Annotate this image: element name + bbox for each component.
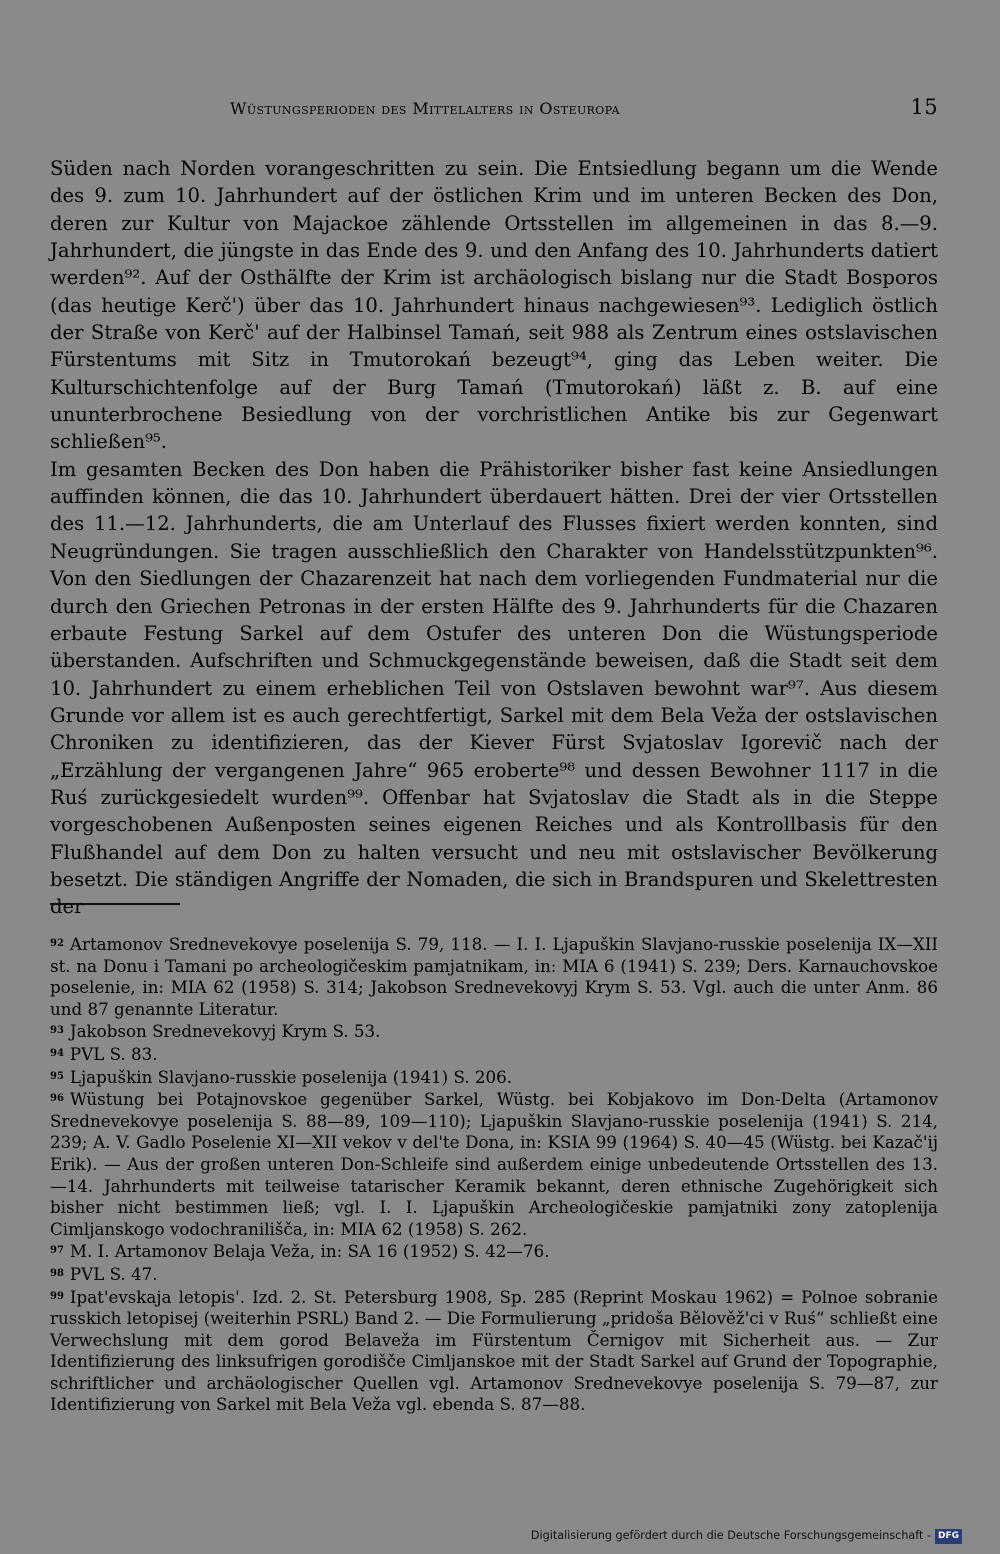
footnote-text: PVL S. 47. — [69, 1263, 158, 1284]
footnote — [50, 1286, 938, 1417]
running-title: Wüstungsperioden des Mittelalters in Osteuropa — [230, 99, 620, 118]
footnote-text: Artamonov Srednevekovye poselenija S. 79, 118. — I. I. Ljapuškin Slavjano-russkie poselenija IX—XII st. na Donu i Tamani po archeologičeskim pamjatnikam, in: MIA 6 (1941) S. 239; Ders. Karnauchovskoe poselenie, in: MIA 62 (1958) S. 314; Jakobson Srednevekovyj Krym S. 53. Vgl. auch die unter Anm. 86 und 87 genannte Literatur. — [50, 934, 938, 1019]
running-head — [220, 95, 940, 123]
footnote-number: 98 — [50, 1267, 64, 1279]
footnote-number: 95 — [50, 1070, 64, 1082]
footnote — [50, 1020, 938, 1043]
footnote — [50, 1240, 938, 1263]
paragraph: Im gesamten Becken des Don haben die Prähistoriker bisher fast keine Ansiedlungen auffinden können, die das 10. Jahrhundert überdauert hätten. Drei der vier Ortsstellen des 11.—12. Jahrhunderts, die am Unterlauf des Flusses fixiert werden konnten, sind Neugründungen. Sie tragen ausschließlich den Charakter von Handelsstützpunkten⁹⁶. Von den Siedlungen der Chazarenzeit hat nach dem vorliegenden Fundmaterial nur die durch den Griechen Petronas in der ersten Hälfte des 9. Jahrhunderts für die Chazaren erbaute Festung Sarkel auf dem Ostufer des unteren Don die Wüstungsperiode überstanden. Aufschriften und Schmuckgegenstände beweisen, daß die Stadt seit dem 10. Jahrhundert zu einem erheblichen Teil von Ostslaven bewohnt war⁹⁷. Aus diesem Grunde vor allem ist es auch gerechtfertigt, Sarkel mit dem Bela Veža der ostslavischen Chroniken zu identifizieren, das der Kiever Fürst Svjatoslav Igorevič nach der „Erzählung der vergangenen Jahre“ 965 eroberte⁹⁸ und dessen Bewohner 1117 in die Ruś zurückgesiedelt wurden⁹⁹. Offenbar hat Svjatoslav die Stadt als in die Steppe vorgeschobenen Außenposten seines eigenen Reiches und als Kontrollbasis für den Flußhandel auf dem Don zu halten versucht und neu mit ostslavischer Bevölkerung besetzt. Die ständigen Angriffe der Nomaden, die sich in Brandspuren und Skelettresten der — [50, 457, 938, 919]
paragraph: Süden nach Norden vorangeschritten zu sein. Die Entsiedlung begann um die Wende des 9. zum 10. Jahrhundert auf der östlichen Krim und im unteren Becken des Don, deren zur Kultur von Majackoe zählende Ortsstellen im allgemeinen in das 8.—9. Jahrhundert, die jüngste in das Ende des 9. und den Anfang des 10. Jahrhunderts datiert werden⁹². Auf der Osthälfte der Krim ist archäologisch bislang nur die Stadt Bosporos (das heutige Kerč') über das 10. Jahrhundert hinaus nachgewiesen⁹³. Lediglich östlich der Straße von Kerč' auf der Halbinsel Tamań, seit 988 als Zentrum eines ostslavischen Fürstentums mit Sitz in Tmutorokań bezeugt⁹⁴, ging das Leben weiter. Die Kulturschichtenfolge auf der Burg Tamań (Tmutorokań) läßt z. B. auf eine ununterbrochene Besiedlung von der vorchristlichen Antike bis zur Gegenwart schließen⁹⁵. — [50, 157, 938, 454]
digitization-note: Digitalisierung gefördert durch die Deutsche Forschungsgemeinschaft - — [530, 1529, 931, 1542]
footnote-text: Ljapuškin Slavjano-russkie poselenija (1941) S. 206. — [69, 1066, 513, 1087]
footnote-number: 92 — [50, 938, 64, 949]
footnote-text: Wüstung bei Potajnovskoe gegenüber Sarkel, Wüstg. bei Kobjakovo im Don-Delta (Artamonov Srednevekovye poselenija S. 88—89, 109—110); Ljapuškin Slavjano-russkie poselenija (1941) S. 214, 239; A. V. Gadlo Poselenie XI—XII vekov v del'te Dona, in: KSIA 99 (1964) S. 40—45 (Wüstg. bei Kazač'ij Erik). — Aus der großen unteren Don-Schleife sind außerdem einige unbedeutende Ortsstellen des 13.—14. Jahrhunderts mit teilweise tatarischer Keramik bekannt, deren ethnische Zugehörigkeit sich bisher nicht bestimmen ließ; vgl. I. I. Ljapuškin Archeologičeskie pamjatniki zony zatoplenija Cimljanskogo vodochranilišča, in: MIA 62 (1958) S. 262. — [50, 1089, 938, 1239]
footnote-separator — [50, 903, 180, 905]
footnote — [50, 1066, 938, 1089]
digitization-footer — [531, 1526, 962, 1546]
footnote-number: 97 — [50, 1245, 64, 1257]
footnote-number: 99 — [50, 1290, 64, 1302]
dfg-logo: DFG — [935, 1529, 962, 1544]
page-number: 15 — [910, 95, 938, 119]
main-text — [50, 155, 938, 921]
footnote — [50, 1088, 938, 1240]
footnote — [50, 933, 938, 1020]
footnote-text: Ipat'evskaja letopis'. Izd. 2. St. Petersburg 1908, Sp. 285 (Reprint Moskau 1962) = Polnoe sobranie russkich letopisej (weiterhin PSRL) Band 2. — Die Formulierung „pridoša Bělověž'ci v Ruś“ schließt eine Verwechslung mit dem gorod Belaveža im Fürstentum Černigov mit Sicherheit aus. — Zur Identifizierung des linksufrigen gorodišče Cimljanskoe mit der Stadt Sarkel auf Grund der Topographie, schriftlicher und archäologischer Quellen vgl. Artamonov Srednevekovye poselenija S. 79—87, zur Identifizierung von Sarkel mit Bela Veža vgl. ebenda S. 87—88. — [50, 1286, 938, 1415]
footnote — [50, 1043, 938, 1066]
footnote — [50, 1263, 938, 1286]
footnote-text: Jakobson Srednevekovyj Krym S. 53. — [69, 1021, 381, 1042]
footnote-number: 94 — [50, 1047, 64, 1059]
footnote-text: M. I. Artamonov Belaja Veža, in: SA 16 (1952) S. 42—76. — [69, 1241, 550, 1262]
footnote-number: 96 — [50, 1093, 64, 1105]
footnotes — [50, 933, 938, 1416]
footnote-text: PVL S. 83. — [69, 1043, 158, 1064]
footnote-number: 93 — [50, 1025, 64, 1037]
